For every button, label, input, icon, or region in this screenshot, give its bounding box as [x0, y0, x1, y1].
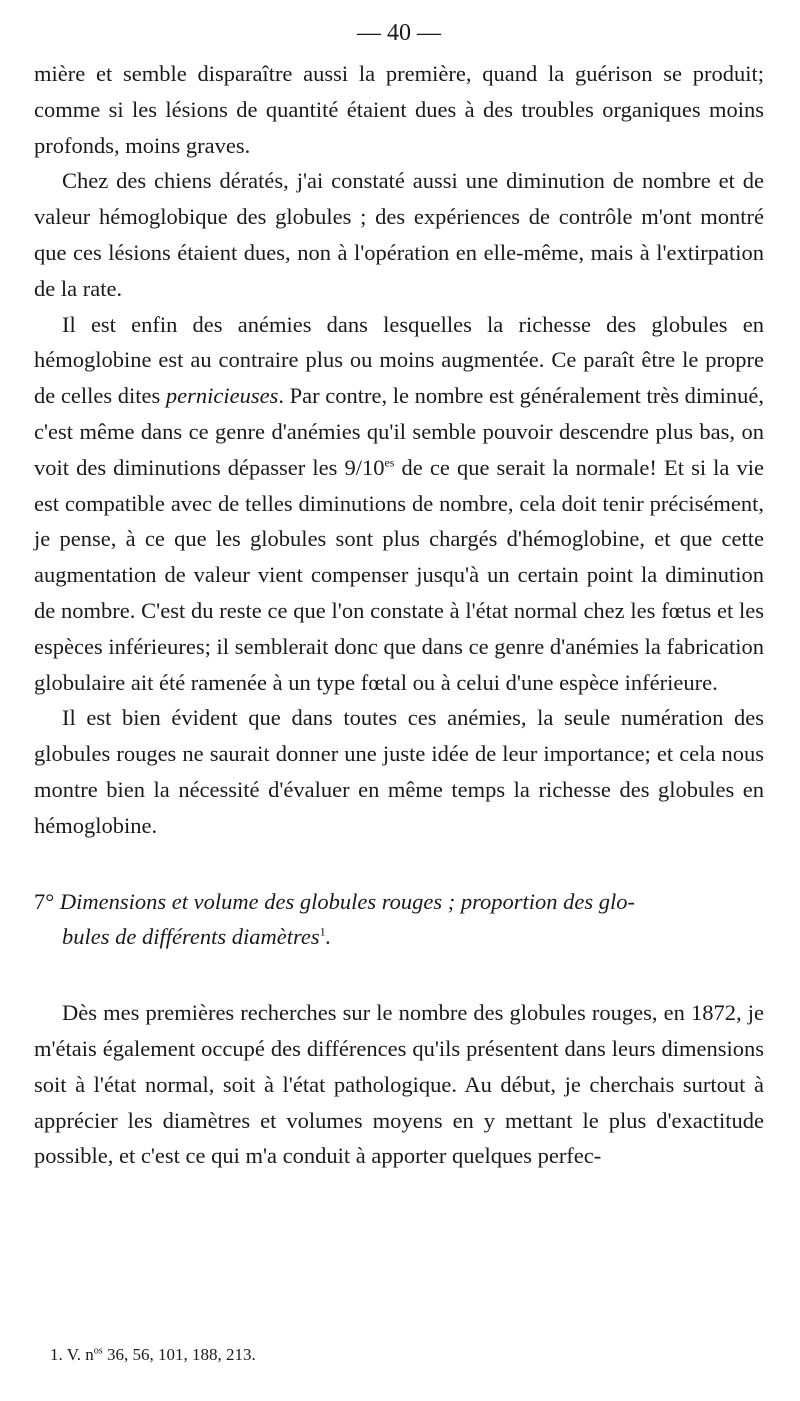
page-number: — 40 —: [357, 20, 441, 46]
paragraph-3: [34, 307, 764, 701]
paragraph-1: mière et semble disparaître aussi la première, quand la guérison se produit; comme si les lésions de quantité étaient dues à des troubles organiques moins profonds, moins graves.: [34, 61, 764, 158]
footnote-marker: 1.: [50, 1345, 63, 1364]
paragraph-3-part1: Il est enfin des anémies dans lesquelles la richesse des globules en hémoglobine est au contraire plus ou moins augmentée. Ce paraît être le propre de celles dites: [34, 311, 764, 409]
footnote: [50, 1344, 256, 1366]
paragraph-2: Chez des chiens dératés, j'ai constaté aussi une diminution de nombre et de valeur hémoglobique des globules ; des expériences de contrôle m'ont montré que ces lésions étaient dues, non à l'opération en elle-même, mais à l'extirpation de la rate.: [34, 168, 764, 301]
paragraph-3-part3: de ce que serait la normale! Et si la vie est compatible avec de telles diminutions de nombre, cela doit tenir précisément, je pense, à ce que les globules sont plus chargés d'hémoglobine, et que cette augmentation de valeur vient compenser jusqu'à un certain point la diminution de nombre. C'est du reste ce que l'on constate à l'état normal chez les fœtus et les espèces inférieures; il semblerait donc que dans ce genre d'anémies la fabrication globulaire ait été ramenée à un type fœtal ou à celui d'une espèce inférieure.: [34, 454, 764, 695]
section-heading: [34, 884, 764, 956]
section-title-line2: bules de différents diamètres: [62, 924, 320, 950]
paragraph-3-superscript: es: [384, 455, 395, 470]
section-title-end: .: [325, 924, 332, 950]
footnote-superscript: os: [93, 1345, 103, 1357]
section-number: 7°: [34, 888, 55, 914]
section-title-line1: Dimensions et volume des globules rouges ; proportion des glo-: [54, 888, 636, 914]
footnote-refs: 36, 56, 101, 188, 213.: [102, 1345, 256, 1364]
paragraph-5: Dès mes premières recherches sur le nombre des globules rouges, en 1872, je m'étais également occupé des différences qu'ils présentent dans leurs dimensions soit à l'état normal, soit à l'état pathologique. Au début, je cherchais surtout à apprécier les diamètres et volumes moyens en y mettant le plus d'exactitude possible, et c'est ce qui m'a conduit à apporter quelques perfec-: [34, 1000, 764, 1169]
footnote-prefix: V. n: [62, 1345, 94, 1364]
section-footnote-marker: 1: [319, 924, 326, 939]
paragraph-3-emphasis: pernicieuses: [165, 383, 279, 409]
paragraph-4: Il est bien évident que dans toutes ces anémies, la seule numération des globules rouges ne saurait donner une juste idée de leur importance; et cela nous montre bien la nécessité d'évaluer en même temps la richesse des globules en hémoglobine.: [34, 705, 764, 838]
section-title-line2-wrap: [34, 919, 764, 955]
paragraph-3-part2: . Par contre, le nombre est généralement très diminué, c'est même dans ce genre d'anémies qu'il semble pouvoir descendre plus bas, on voit des diminutions dépasser les 9/10: [34, 383, 765, 480]
